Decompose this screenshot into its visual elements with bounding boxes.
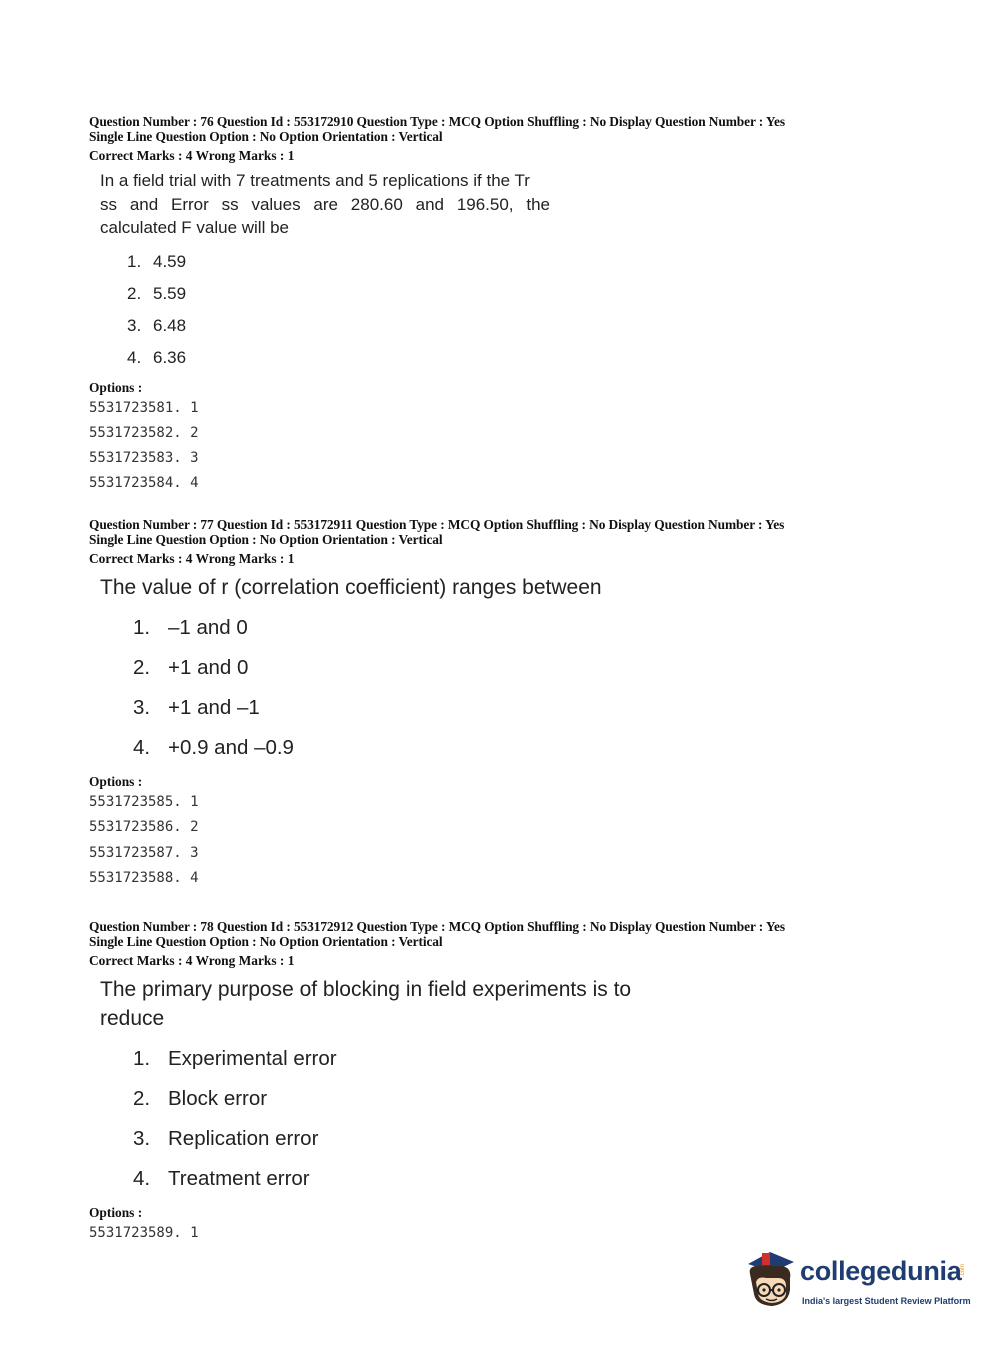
option-id: 5531723587. 3 (89, 844, 199, 861)
choice-number: 4. (133, 1167, 151, 1190)
marks-line: Correct Marks : 4 Wrong Marks : 1 (89, 953, 295, 968)
choice-list (133, 608, 949, 768)
option-id-list (89, 790, 949, 891)
choice-text: Replication error (168, 1127, 319, 1150)
marks-line: Correct Marks : 4 Wrong Marks : 1 (89, 148, 295, 163)
question-meta (89, 114, 949, 144)
choice-text: +1 and 0 (168, 656, 249, 679)
option-id: 5531723583. 3 (89, 450, 199, 467)
options-label: Options : (89, 1205, 143, 1220)
choice-text: Treatment error (168, 1167, 310, 1190)
choice-item (133, 1039, 949, 1079)
choice-item (127, 246, 949, 278)
choice-item (127, 342, 949, 374)
choice-number: 2. (127, 283, 142, 303)
option-id: 5531723585. 1 (89, 794, 199, 810)
choice-item (127, 278, 949, 310)
option-id: 5531723584. 4 (89, 475, 199, 492)
choice-item (127, 310, 949, 342)
choice-number: 3. (133, 1127, 151, 1150)
meta-line-1: Question Number : 78 Question Id : 553172912 Question Type : MCQ Option Shuffling : No Display Question Number : Yes (89, 919, 785, 934)
collegedunia-logo (742, 1250, 972, 1320)
meta-line-1: Question Number : 76 Question Id : 553172910 Question Type : MCQ Option Shuffling : No Display Question Number : Yes (89, 114, 785, 129)
question-block-78 (89, 919, 949, 1246)
stem-line: calculated F value will be (100, 218, 289, 237)
choice-text: 4.59 (153, 251, 187, 271)
option-id: 5531723582. 2 (89, 424, 199, 441)
choice-text: 6.36 (153, 347, 187, 367)
stem-line: The value of r (correlation coefficient) ranges between (100, 576, 602, 599)
choice-text: –1 and 0 (168, 616, 248, 639)
stem-line: In a field trial with 7 treatments and 5 replications if the Tr (100, 171, 530, 190)
option-id: 5531723581. 1 (89, 399, 199, 416)
choice-item (133, 728, 949, 768)
choice-number: 1. (133, 1047, 151, 1070)
choice-item (133, 648, 949, 688)
choice-text: 5.59 (153, 283, 187, 303)
choice-number: 3. (133, 696, 151, 719)
choice-number: 2. (133, 1087, 151, 1110)
choice-item (133, 1119, 949, 1159)
choice-number: 1. (133, 616, 151, 639)
question-meta (89, 517, 949, 547)
option-id: 5531723589. 1 (89, 1225, 199, 1241)
choice-text: +1 and –1 (168, 696, 260, 719)
meta-line-2: Single Line Question Option : No Option Orientation : Vertical (89, 532, 443, 547)
question-block-77 (89, 517, 949, 891)
choice-number: 3. (127, 315, 142, 335)
option-id: 5531723588. 4 (89, 869, 199, 886)
choice-number: 1. (127, 251, 142, 271)
question-meta (89, 919, 949, 949)
meta-line-1: Question Number : 77 Question Id : 553172911 Question Type : MCQ Option Shuffling : No Display Question Number : Yes (89, 517, 785, 532)
question-block-76 (89, 114, 949, 497)
meta-line-2: Single Line Question Option : No Option Orientation : Vertical (89, 934, 443, 949)
mascot-icon (742, 1250, 802, 1320)
stem-line: The primary purpose of blocking in field experiments is to (100, 978, 632, 1001)
logo-tagline: India's largest Student Review Platform (802, 1296, 971, 1306)
choice-item (133, 1079, 949, 1119)
choice-text: Block error (168, 1087, 268, 1110)
choice-text: +0.9 and –0.9 (168, 736, 294, 759)
choice-number: 2. (133, 656, 151, 679)
choice-list (127, 246, 949, 374)
question-stem (100, 975, 680, 1033)
stem-line: reduce (100, 1007, 165, 1030)
choice-item (133, 608, 949, 648)
stem-line: ss and Error ss values are 280.60 and 196.50, the (100, 194, 550, 214)
meta-line-2: Single Line Question Option : No Option Orientation : Vertical (89, 129, 443, 144)
choice-number: 4. (127, 347, 142, 367)
choice-number: 4. (133, 736, 151, 759)
choice-text: 6.48 (153, 315, 187, 335)
question-stem (100, 169, 550, 240)
options-label: Options : (89, 774, 143, 789)
logo-wordmark: collegedunia (800, 1256, 962, 1286)
option-id: 5531723586. 2 (89, 819, 199, 836)
marks-line: Correct Marks : 4 Wrong Marks : 1 (89, 551, 295, 566)
option-id-list (89, 1221, 949, 1246)
choice-item (133, 1159, 949, 1199)
choice-item (133, 688, 949, 728)
question-stem (100, 573, 680, 602)
choice-list (133, 1039, 949, 1199)
logo-suffix: .com (960, 1264, 966, 1278)
options-label: Options : (89, 379, 143, 395)
option-id-list (89, 396, 949, 497)
choice-text: Experimental error (168, 1047, 337, 1070)
